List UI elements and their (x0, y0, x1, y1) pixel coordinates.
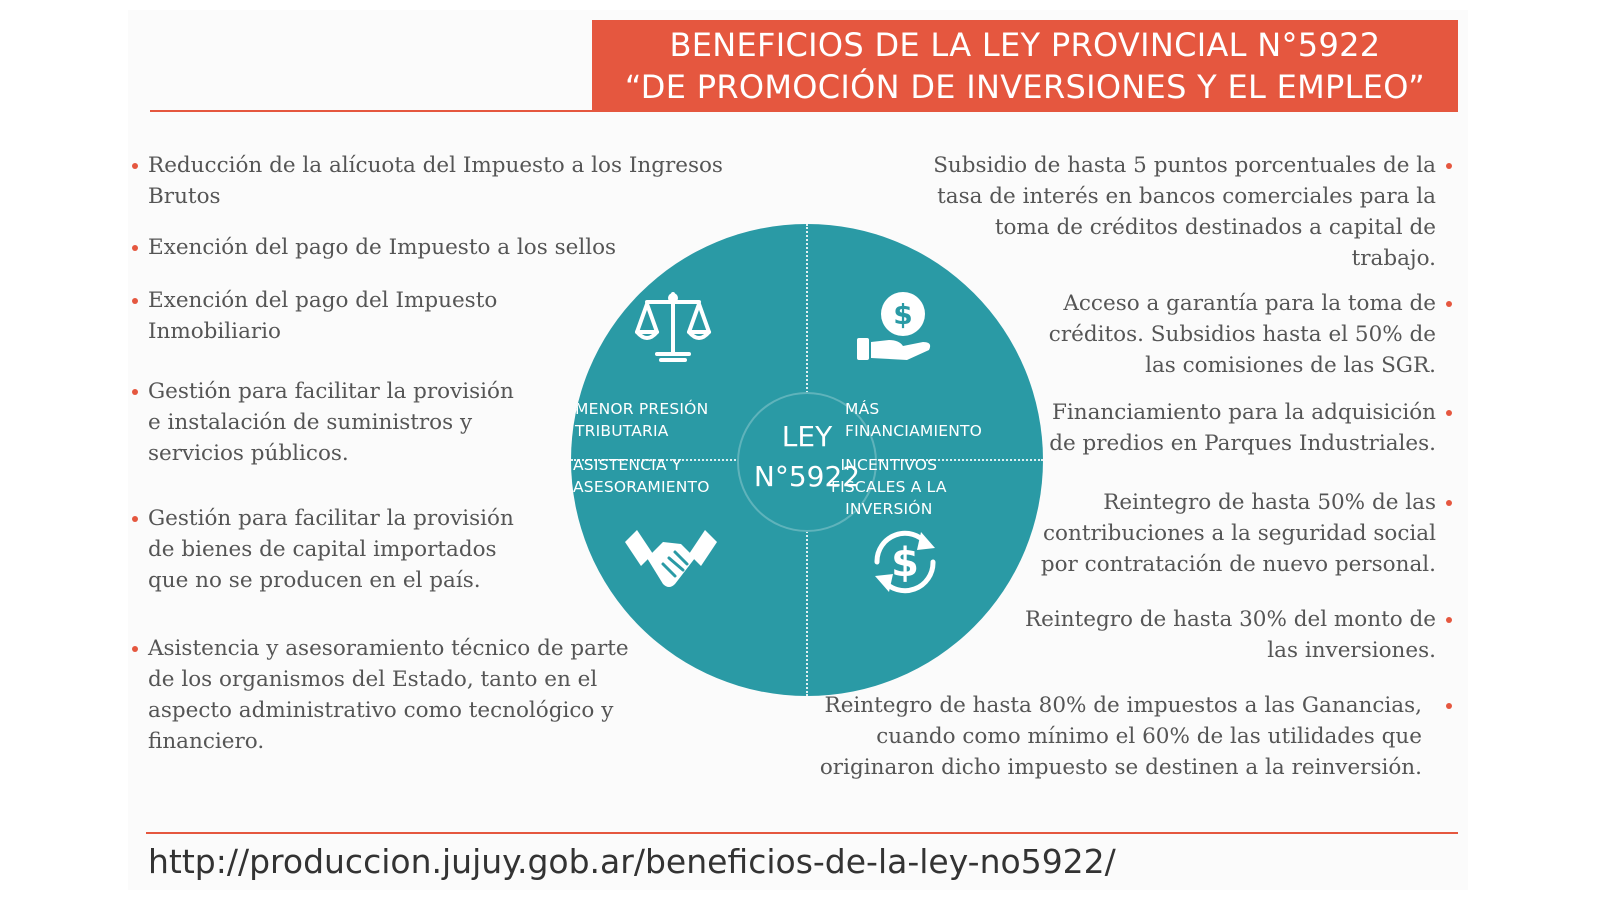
benefit-line: Gestión para facilitar la provisión (148, 506, 514, 531)
svg-text:$: $ (891, 540, 919, 586)
bullet-dot (1446, 703, 1452, 709)
quadrant-line: ASISTENCIA Y (573, 456, 682, 474)
bullet-dot (132, 516, 138, 522)
left-benefit-3 (148, 285, 497, 347)
quadrant-label-tributaria (575, 398, 708, 442)
left-benefit-5 (148, 503, 514, 596)
benefit-line: Subsidio de hasta 5 puntos porcentuales de la (933, 153, 1436, 178)
bullet-dot (1446, 301, 1452, 307)
benefit-line: de bienes de capital importados (148, 537, 497, 562)
handshake-icon (623, 520, 719, 596)
bullet-dot (1446, 410, 1452, 416)
right-benefit-4 (1041, 487, 1436, 580)
benefit-line: Gestión para facilitar la provisión (148, 379, 514, 404)
left-benefit-6 (148, 633, 629, 757)
quadrant-line: TRIBUTARIA (575, 422, 669, 440)
benefit-line: Inmobiliario (148, 319, 281, 344)
dollar-cycle-icon (865, 522, 945, 602)
quadrant-line: FISCALES A LA (831, 478, 947, 496)
center-label-number: N°5922 (753, 460, 861, 493)
benefit-line: Brutos (148, 184, 221, 209)
bullet-dot (1446, 617, 1452, 623)
benefit-line: Asistencia y asesoramiento técnico de parte (148, 636, 629, 661)
benefit-line: aspecto administrativo como tecnológico y (148, 698, 614, 723)
right-benefit-6 (820, 690, 1422, 783)
benefit-line: financiero. (148, 729, 265, 754)
title-banner (592, 20, 1458, 112)
bullet-dot (1446, 163, 1452, 169)
benefit-line: Exención del pago de Impuesto a los sellos (148, 235, 617, 260)
footer-rule (146, 832, 1458, 834)
benefit-line: Reducción de la alícuota del Impuesto a los Ingresos (148, 153, 723, 178)
quadrant-line: ASESORAMIENTO (573, 478, 710, 496)
quadrant-line: MENOR PRESIÓN (575, 400, 709, 418)
ley-circle (571, 224, 1043, 696)
benefit-line: contribuciones a la seguridad social (1042, 521, 1436, 546)
benefit-line: e instalación de suministros y (148, 410, 473, 435)
benefit-line: toma de créditos destinados a capital de (994, 215, 1436, 240)
benefit-line: de los organismos del Estado, tanto en el (148, 667, 598, 692)
benefit-line: Reintegro de hasta 50% de las (1103, 490, 1436, 515)
benefit-line: servicios públicos. (148, 441, 349, 466)
benefit-line: Reintegro de hasta 30% del monto de (1024, 607, 1436, 632)
quadrant-line: MÁS (845, 400, 880, 418)
bullet-dot (132, 298, 138, 304)
benefit-line: Financiamiento para la adquisición (1051, 400, 1436, 425)
benefit-line: las comisiones de las SGR. (1145, 353, 1436, 378)
benefit-line: por contratación de nuevo personal. (1040, 552, 1436, 577)
svg-text:$: $ (893, 298, 913, 331)
quadrant-label-financiamiento (845, 398, 982, 442)
benefit-line: de predios en Parques Industriales. (1049, 431, 1436, 456)
benefit-line: las inversiones. (1267, 638, 1436, 663)
bullet-dot (132, 389, 138, 395)
bullet-dot (1446, 500, 1452, 506)
quadrant-label-incentivos (831, 454, 947, 520)
right-benefit-3 (1049, 397, 1436, 459)
title-rule (150, 110, 594, 112)
quadrant-label-asesoramiento (573, 454, 710, 498)
right-benefit-2 (1049, 288, 1436, 381)
benefit-line: trabajo. (1351, 246, 1436, 271)
benefit-line: créditos. Subsidios hasta el 50% de (1048, 322, 1436, 347)
benefit-line: Acceso a garantía para la toma de (1063, 291, 1436, 316)
center-label-ley: LEY (781, 420, 833, 453)
benefit-line: cuando como mínimo el 60% de las utilidades que (876, 724, 1422, 749)
bullet-dot (132, 646, 138, 652)
title-line-2: “DE PROMOCIÓN DE INVERSIONES Y EL EMPLEO” (624, 68, 1426, 106)
benefit-line: que no se producen en el país. (148, 568, 481, 593)
bullet-dot (132, 163, 138, 169)
quadrant-line: FINANCIAMIENTO (845, 422, 983, 440)
left-benefit-1 (148, 150, 723, 212)
right-benefit-1 (933, 150, 1436, 274)
benefit-line: originaron dicho impuesto se destinen a la reinversión. (819, 755, 1422, 780)
title-line-1: BENEFICIOS DE LA LEY PROVINCIAL N°5922 (669, 26, 1381, 64)
bullet-dot (132, 245, 138, 251)
benefit-line: tasa de interés en bancos comerciales para la (937, 184, 1436, 209)
scales-icon (633, 288, 713, 368)
benefit-line: Reintegro de hasta 80% de impuestos a las Ganancias, (824, 693, 1422, 718)
money-hand-icon (853, 288, 937, 368)
quadrant-line: INVERSIÓN (845, 500, 933, 518)
left-benefit-2 (148, 232, 616, 263)
benefit-line: Exención del pago del Impuesto (148, 288, 498, 313)
right-benefit-5 (1025, 604, 1436, 666)
left-benefit-4 (148, 376, 514, 469)
footer-url-link[interactable]: http://produccion.jujuy.gob.ar/beneficios-de-la-ley-no5922/ (148, 842, 1116, 881)
quadrant-line: INCENTIVOS (840, 456, 938, 474)
